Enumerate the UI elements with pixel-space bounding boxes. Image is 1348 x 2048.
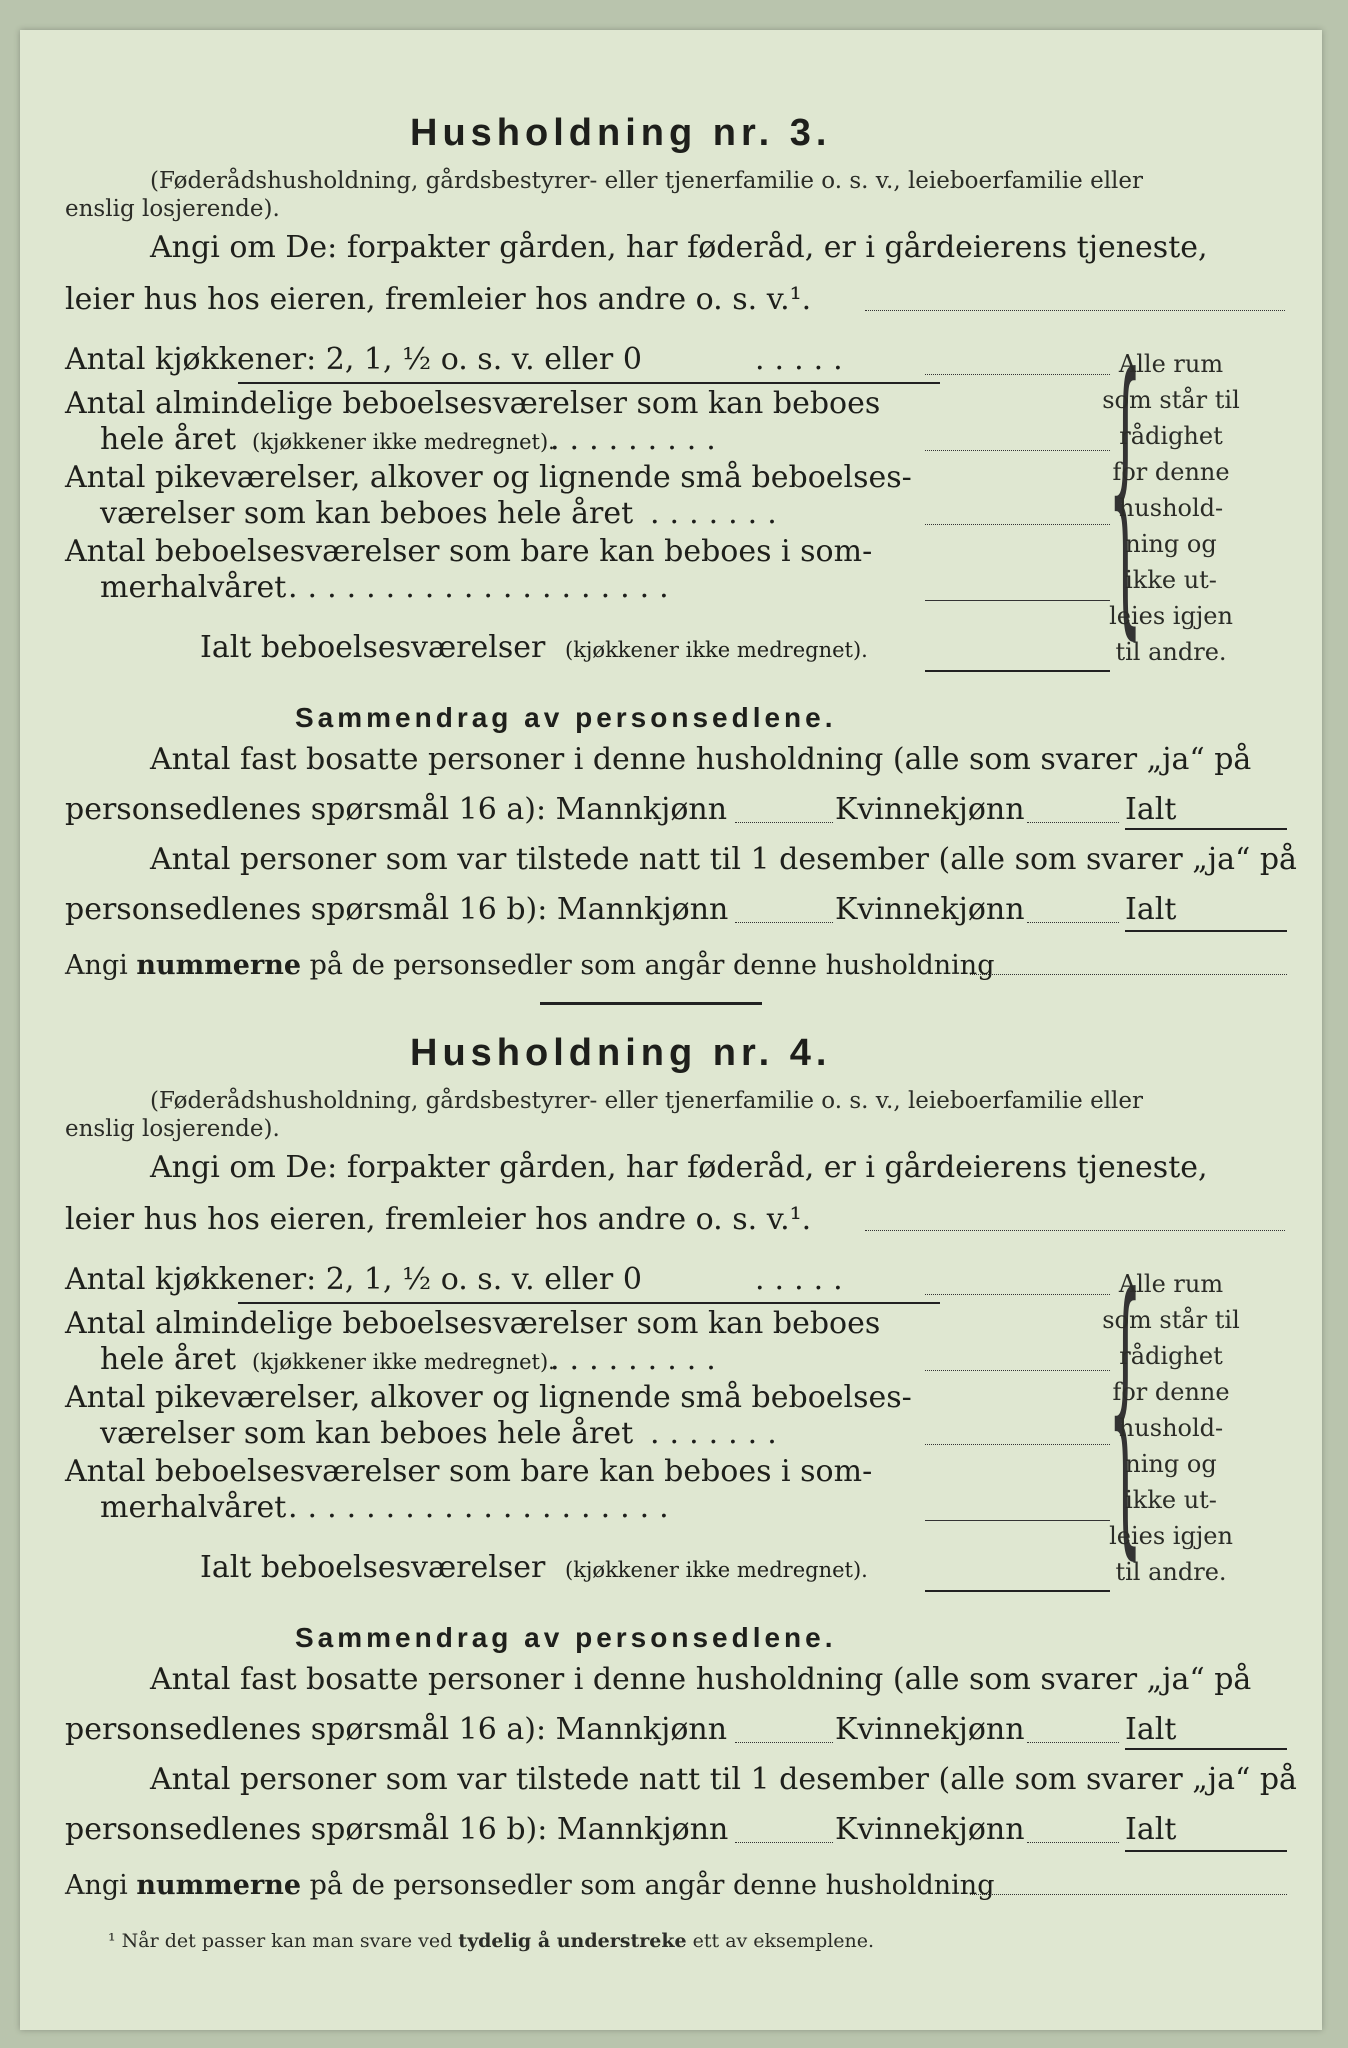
side-note-line: leies igjen <box>1109 1522 1233 1550</box>
household-subtitle: (Føderådshusholdning, gårdsbestyrer- eller tjenerfamilie o. s. v., leieboerfamilie eller <box>150 168 1144 194</box>
summary-title: Sammendrag av personsedlene. <box>295 1622 837 1653</box>
fast-bosatte-line-2: personsedlenes spørsmål 16 a): Mannkjønn <box>65 1712 728 1747</box>
angi-line-2: leier hus hos eieren, fremleier hos andre o. s. v.¹. <box>65 1202 812 1237</box>
side-note <box>1096 1266 1246 1590</box>
fast-bosatte-line-1: Antal fast bosatte personer i denne husholdning (alle som svarer „ja“ på <box>150 1662 1252 1697</box>
almindelige-label: Antal almindelige beboelsesværelser som kan beboes <box>65 1306 881 1341</box>
nummerne-field-4[interactable] <box>970 1894 1287 1895</box>
sommer-label: Antal beboelsesværelser som bare kan beboes i som- <box>65 534 873 569</box>
side-note <box>1096 346 1246 670</box>
brace-decoration: { <box>1108 1235 1143 1584</box>
angi-line-2: leier hus hos eieren, fremleier hos andre o. s. v.¹. <box>65 282 812 317</box>
household-title: Husholdning nr. 4. <box>410 1032 832 1074</box>
mann-16b-field[interactable] <box>735 922 833 923</box>
footnote-bold: tydelig å understreke <box>458 1930 687 1952</box>
nummerne-post: på de personsedler som angår denne husholdning <box>309 950 995 981</box>
almindelige-label-cont: hele året <box>100 422 236 457</box>
fast-bosatte-line-2: personsedlenes spørsmål 16 a): Mannkjønn <box>65 792 728 827</box>
underline <box>238 382 940 384</box>
nummerne-line-4 <box>65 1870 994 1901</box>
kjokkener-field[interactable] <box>925 374 1110 375</box>
side-note-line: som står til <box>1102 1306 1240 1334</box>
ialt-16b-field[interactable] <box>1125 1850 1287 1852</box>
almindelige-field[interactable] <box>925 450 1110 451</box>
footnote-post: ett av eksemplene. <box>692 1930 875 1952</box>
tilstede-line-1: Antal personer som var tilstede natt til 1 desember (alle som svarer „ja“ på <box>150 1762 1297 1797</box>
almindelige-note: (kjøkkener ikke medregnet). <box>252 430 555 454</box>
side-note-line: ikke ut- <box>1125 1486 1217 1514</box>
kvinne-16a-field[interactable] <box>1027 822 1119 823</box>
almindelige-label-cont: hele året <box>100 1342 236 1377</box>
form-page <box>20 30 1322 2030</box>
mann-16a-field[interactable] <box>735 1742 833 1743</box>
side-note-line: rådighet <box>1119 1342 1223 1370</box>
pike-label-cont: værelser som kan beboes hele året <box>100 1416 634 1451</box>
side-note-line: ikke ut- <box>1125 566 1217 594</box>
ialt-field[interactable] <box>925 670 1110 672</box>
kjokkener-label: Antal kjøkkener: 2, 1, ½ o. s. v. eller 0 <box>65 342 642 377</box>
dot-leader: ......... <box>550 422 726 457</box>
side-note-line: til andre. <box>1115 638 1227 666</box>
ialt-label: Ialt beboelsesværelser <box>200 1550 546 1585</box>
ialt-note: (kjøkkener ikke medregnet). <box>565 638 868 662</box>
footnote-pre: Når det passer kan man svare ved <box>121 1930 453 1952</box>
nummerne-bold: nummerne <box>136 1870 302 1901</box>
dot-leader: ..... <box>755 1262 853 1297</box>
dot-leader: .................... <box>288 1490 679 1525</box>
nummerne-pre: Angi <box>65 950 128 981</box>
sommer-field[interactable] <box>925 600 1110 601</box>
ialt-short-label: Ialt <box>1125 792 1177 827</box>
nummerne-bold: nummerne <box>136 950 302 981</box>
dot-leader: ......... <box>550 1342 726 1377</box>
kvinne-label: Kvinnekjønn <box>835 1712 1025 1747</box>
dot-leader: ....... <box>650 496 787 531</box>
household-section-3 <box>20 30 1322 950</box>
pike-field[interactable] <box>925 1444 1110 1445</box>
tilstede-line-2: personsedlenes spørsmål 16 b): Mannkjønn <box>65 1812 729 1847</box>
sommer-label-cont: merhalvåret <box>100 1490 287 1525</box>
tilstede-line-1: Antal personer som var tilstede natt til 1 desember (alle som svarer „ja“ på <box>150 842 1297 877</box>
side-note-line: ning og <box>1125 1450 1217 1478</box>
side-note-line: til andre. <box>1115 1558 1227 1586</box>
kvinne-16a-field[interactable] <box>1027 1742 1119 1743</box>
kvinne-16b-field[interactable] <box>1027 922 1119 923</box>
underline <box>238 1302 940 1304</box>
household-subtitle-cont: enslig losjerende). <box>65 196 280 222</box>
side-note-line: hushold- <box>1118 1414 1224 1442</box>
almindelige-field[interactable] <box>925 1370 1110 1371</box>
dot-leader: ..... <box>755 342 853 377</box>
kvinne-16b-field[interactable] <box>1027 1842 1119 1843</box>
pike-field[interactable] <box>925 524 1110 525</box>
kvinne-label: Kvinnekjønn <box>835 1812 1025 1847</box>
angi-answer-field[interactable] <box>865 310 1285 311</box>
sommer-label: Antal beboelsesværelser som bare kan beboes i som- <box>65 1454 873 1489</box>
side-note-line: hushold- <box>1118 494 1224 522</box>
household-title: Husholdning nr. 3. <box>410 112 832 154</box>
side-note-line: ning og <box>1125 530 1217 558</box>
footnote-mark: ¹ <box>108 1930 116 1952</box>
almindelige-label: Antal almindelige beboelsesværelser som kan beboes <box>65 386 881 421</box>
sommer-field[interactable] <box>925 1520 1110 1521</box>
side-note-line: for denne <box>1112 1378 1230 1406</box>
ialt-short-label: Ialt <box>1125 1712 1177 1747</box>
ialt-short-label: Ialt <box>1125 892 1177 927</box>
side-note-line: rådighet <box>1119 422 1223 450</box>
pike-label: Antal pikeværelser, alkover og lignende små beboelses- <box>65 460 912 495</box>
side-note-line: Alle rum <box>1118 350 1224 378</box>
side-note-line: som står til <box>1102 386 1240 414</box>
dot-leader: ....... <box>650 1416 787 1451</box>
mann-16b-field[interactable] <box>735 1842 833 1843</box>
pike-label-cont: værelser som kan beboes hele året <box>100 496 634 531</box>
mann-16a-field[interactable] <box>735 822 833 823</box>
kjokkener-label: Antal kjøkkener: 2, 1, ½ o. s. v. eller 0 <box>65 1262 642 1297</box>
ialt-16b-field[interactable] <box>1125 930 1287 932</box>
kjokkener-field[interactable] <box>925 1294 1110 1295</box>
angi-answer-field[interactable] <box>865 1230 1285 1231</box>
side-note-line: Alle rum <box>1118 1270 1224 1298</box>
summary-title: Sammendrag av personsedlene. <box>295 702 837 733</box>
household-section-4 <box>20 950 1322 1870</box>
dot-leader: .................... <box>288 570 679 605</box>
angi-line-1: Angi om De: forpakter gården, har føderåd, er i gårdeierens tjeneste, <box>150 230 1208 265</box>
brace-decoration: { <box>1108 315 1143 664</box>
ialt-16a-field[interactable] <box>1125 828 1287 830</box>
nummerne-post: på de personsedler som angår denne husholdning <box>309 1870 995 1901</box>
footnote <box>108 1930 874 1952</box>
angi-line-1: Angi om De: forpakter gården, har føderåd, er i gårdeierens tjeneste, <box>150 1150 1208 1185</box>
ialt-16a-field[interactable] <box>1125 1748 1287 1750</box>
ialt-field[interactable] <box>925 1590 1110 1592</box>
kvinne-label: Kvinnekjønn <box>835 792 1025 827</box>
almindelige-note: (kjøkkener ikke medregnet). <box>252 1350 555 1374</box>
tilstede-line-2: personsedlenes spørsmål 16 b): Mannkjønn <box>65 892 729 927</box>
ialt-label: Ialt beboelsesværelser <box>200 630 546 665</box>
fast-bosatte-line-1: Antal fast bosatte personer i denne husholdning (alle som svarer „ja“ på <box>150 742 1252 777</box>
sommer-label-cont: merhalvåret <box>100 570 287 605</box>
household-subtitle-cont: enslig losjerende). <box>65 1116 280 1142</box>
kvinne-label: Kvinnekjønn <box>835 892 1025 927</box>
side-note-line: for denne <box>1112 458 1230 486</box>
ialt-short-label: Ialt <box>1125 1812 1177 1847</box>
household-subtitle: (Føderådshusholdning, gårdsbestyrer- eller tjenerfamilie o. s. v., leieboerfamilie eller <box>150 1088 1144 1114</box>
nummerne-pre: Angi <box>65 1870 128 1901</box>
pike-label: Antal pikeværelser, alkover og lignende små beboelses- <box>65 1380 912 1415</box>
side-note-line: leies igjen <box>1109 602 1233 630</box>
ialt-note: (kjøkkener ikke medregnet). <box>565 1558 868 1582</box>
